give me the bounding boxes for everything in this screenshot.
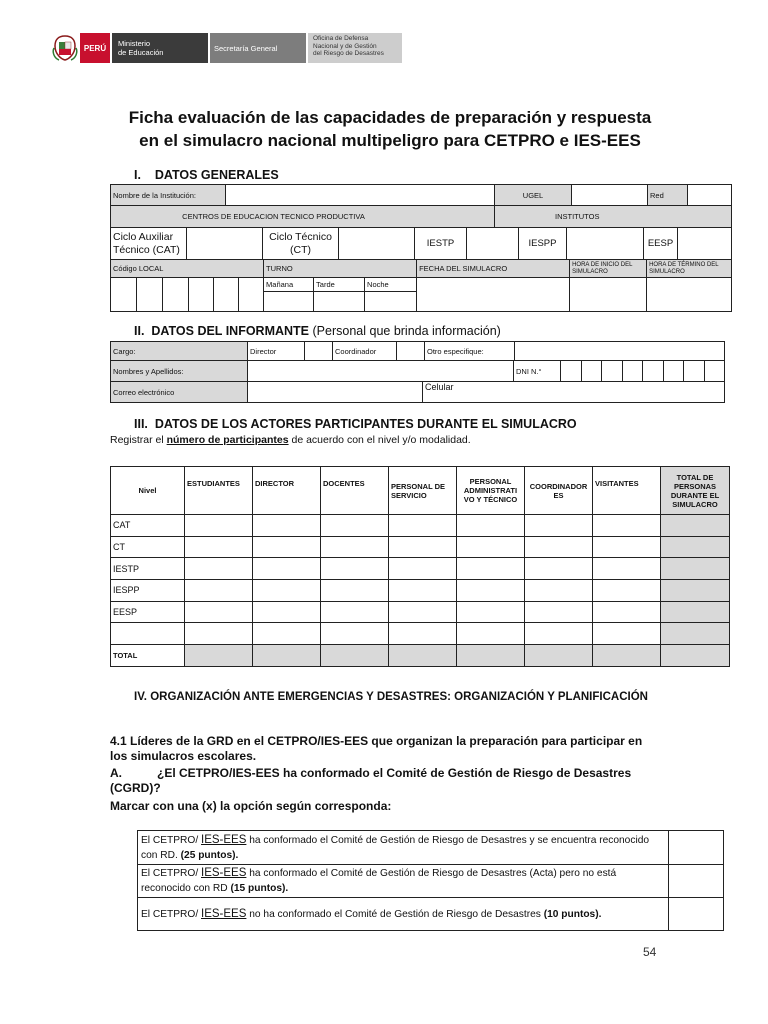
- participantes-cell[interactable]: [593, 580, 661, 602]
- cgrd-options-table: [137, 830, 724, 931]
- cat-field[interactable]: [187, 228, 263, 260]
- participantes-cell[interactable]: [457, 601, 525, 623]
- participantes-cell: [661, 536, 730, 558]
- noche-field[interactable]: [365, 292, 417, 312]
- option-1-body: ha conformado el Comité de Gestión de Riesgo de Desastres y se encuentra reconocido con RD.: [141, 834, 650, 861]
- cat-line1: Ciclo Auxiliar: [113, 230, 174, 243]
- participantes-header-5: PERSONAL ADMINISTRATI VO Y TÉCNICO: [457, 467, 525, 515]
- participantes-header-7: VISITANTES: [593, 467, 661, 515]
- instruction-post: de acuerdo con el nivel y/o modalidad.: [288, 434, 471, 446]
- option-3-points: (10 puntos).: [543, 908, 602, 920]
- participantes-body: [111, 515, 730, 667]
- participantes-cell[interactable]: [593, 601, 661, 623]
- participantes-cell[interactable]: [185, 558, 253, 580]
- hora-termino-field[interactable]: [647, 278, 732, 312]
- participantes-cell[interactable]: [457, 558, 525, 580]
- peru-label: PERÚ: [83, 43, 107, 53]
- manana-label: Mañana: [264, 278, 314, 292]
- participantes-row: [111, 536, 730, 558]
- question-a-label: A.: [110, 766, 122, 780]
- codigo-digit-3[interactable]: [163, 278, 189, 312]
- nombres-label: Nombres y Apellidos:: [111, 361, 248, 382]
- codigo-digit-2[interactable]: [137, 278, 163, 312]
- iestp-label: IESTP: [415, 228, 467, 260]
- participantes-cell: [661, 601, 730, 623]
- participantes-cell[interactable]: [593, 623, 661, 645]
- section-2-title: DATOS DEL INFORMANTE: [151, 324, 310, 338]
- participantes-cell: [661, 645, 730, 667]
- ugel-label: UGEL: [495, 185, 572, 206]
- coordinador-option-label: Coordinador: [333, 342, 397, 361]
- participantes-cell[interactable]: [457, 580, 525, 602]
- question-a-line1: ¿El CETPRO/IES-EES ha conformado el Comité de Gestión de Riesgo de Desastres: [157, 766, 632, 780]
- celular-label: Celular: [423, 382, 725, 403]
- secretaria-badge: [210, 33, 306, 63]
- page-number: 54: [643, 945, 657, 959]
- option-1-checkbox[interactable]: [669, 831, 724, 865]
- participantes-cell: [389, 645, 457, 667]
- noche-label: Noche: [365, 278, 417, 292]
- option-3-body: no ha conformado el Comité de Gestión de Riesgo de Desastres: [246, 908, 544, 920]
- dni-digit-8[interactable]: [705, 361, 725, 382]
- question-a-line2: (CGRD)?: [110, 781, 161, 795]
- section-2-number: II.: [134, 324, 145, 338]
- participantes-header-8: TOTAL DE PERSONAS DURANTE EL SIMULACRO: [661, 467, 730, 515]
- section-3-number: III.: [134, 417, 148, 431]
- dni-digit-1[interactable]: [561, 361, 582, 382]
- dni-digit-6[interactable]: [664, 361, 684, 382]
- section-3-title: DATOS DE LOS ACTORES PARTICIPANTES DURANTE EL SIMULACRO: [154, 417, 577, 431]
- participantes-cell[interactable]: [525, 580, 593, 602]
- instruction-pre: Registrar el: [110, 434, 167, 446]
- section-4-number: IV.: [134, 691, 148, 703]
- oficina-badge: [308, 33, 402, 63]
- informante-row1: [110, 341, 725, 361]
- participantes-cell: [525, 645, 593, 667]
- codigo-turno-row: [110, 259, 732, 312]
- section-1-title: DATOS GENERALES: [154, 168, 279, 182]
- participantes-cell[interactable]: [525, 623, 593, 645]
- participantes-cell[interactable]: [253, 558, 321, 580]
- cargo-label: Cargo:: [111, 342, 248, 361]
- participantes-cell[interactable]: [389, 580, 457, 602]
- participantes-table: [110, 466, 730, 667]
- participantes-cell[interactable]: [321, 580, 389, 602]
- section-3-heading: [134, 417, 577, 431]
- option-2-text: [138, 865, 669, 898]
- participantes-cell[interactable]: [593, 536, 661, 558]
- paragraph-4-1: [110, 734, 670, 764]
- correo-field[interactable]: [248, 382, 423, 403]
- dni-digit-5[interactable]: [643, 361, 664, 382]
- participantes-cell[interactable]: [253, 515, 321, 537]
- codigo-digit-5[interactable]: [214, 278, 239, 312]
- participantes-row: [111, 645, 730, 667]
- participantes-cell: [661, 515, 730, 537]
- participantes-cell: [593, 645, 661, 667]
- participantes-cell: [661, 580, 730, 602]
- participantes-cell: [253, 645, 321, 667]
- tarde-label: Tarde: [314, 278, 365, 292]
- nivel-label: [111, 623, 185, 645]
- cat-label: [111, 228, 187, 260]
- participantes-cell[interactable]: [457, 623, 525, 645]
- oficina-line2: Nacional y de Gestión: [313, 42, 377, 50]
- p41-line1: 4.1 Líderes de la GRD en el CETPRO/IES-EES que organizan la preparación para participar en: [110, 734, 643, 748]
- nivel-label: CT: [111, 536, 185, 558]
- option-2-points: (15 puntos).: [230, 883, 289, 894]
- document-title: [90, 106, 690, 152]
- participantes-cell: [661, 558, 730, 580]
- participantes-cell[interactable]: [321, 515, 389, 537]
- iespp-field[interactable]: [567, 228, 644, 260]
- fecha-label: FECHA DEL SIMULACRO: [417, 260, 570, 278]
- cat-line2: Técnico (CAT): [113, 243, 180, 256]
- section-2-note: (Personal que brinda información): [312, 324, 501, 338]
- participantes-cell[interactable]: [253, 580, 321, 602]
- modalidad-row: [110, 227, 732, 260]
- participantes-row: [111, 558, 730, 580]
- participantes-cell: [661, 623, 730, 645]
- option-3-pre: El CETPRO/: [141, 908, 202, 920]
- option-2-body: ha conformado el Comité de Gestión de Riesgo de Desastres (Acta) pero no está reconocido con RD: [141, 868, 617, 894]
- participantes-header-2: DIRECTOR: [253, 467, 321, 515]
- participantes-cell[interactable]: [457, 536, 525, 558]
- dni-label: DNI N.°: [514, 361, 561, 382]
- participantes-cell[interactable]: [321, 536, 389, 558]
- participantes-header-4: PERSONAL DE SERVICIO: [389, 467, 457, 515]
- codigo-digit-1[interactable]: [111, 278, 137, 312]
- participantes-cell[interactable]: [389, 623, 457, 645]
- participantes-header-1: ESTUDIANTES: [185, 467, 253, 515]
- ministerio-line2: de Educación: [118, 48, 164, 57]
- tarde-field[interactable]: [314, 292, 365, 312]
- codigo-digit-4[interactable]: [189, 278, 214, 312]
- ministerio-line1: Ministerio: [118, 39, 151, 48]
- participantes-header-6: COORDINADOR ES: [525, 467, 593, 515]
- nivel-label: TOTAL: [111, 645, 185, 667]
- participantes-row: [111, 623, 730, 645]
- hora-inicio-label: HORA DE INICIO DEL SIMULACRO: [570, 260, 647, 278]
- red-label: Red: [648, 185, 688, 206]
- correo-label: Correo electrónico: [111, 382, 248, 403]
- option-1-text: [138, 831, 669, 865]
- dni-digit-2[interactable]: [582, 361, 602, 382]
- hora-inicio-field[interactable]: [570, 278, 647, 312]
- section-1-number: I.: [134, 168, 141, 182]
- option-1-pre: El CETPRO/: [141, 834, 202, 846]
- marcar-instruction: Marcar con una (x) la opción según corresponda:: [110, 799, 392, 813]
- section-1-heading: [134, 168, 279, 182]
- option-3-checkbox[interactable]: [669, 898, 724, 931]
- participantes-cell[interactable]: [525, 558, 593, 580]
- nivel-label: IESPP: [111, 580, 185, 602]
- turno-label: TURNO: [264, 260, 417, 278]
- informante-row3: [110, 381, 725, 403]
- hora-termino-label: HORA DE TÉRMINO DEL SIMULACRO: [647, 260, 732, 278]
- participantes-cell[interactable]: [389, 536, 457, 558]
- otro-label: Otro especifique:: [425, 342, 515, 361]
- iespp-label: IESPP: [519, 228, 567, 260]
- participantes-cell[interactable]: [185, 580, 253, 602]
- title-line2: en el simulacro nacional multipeligro para CETPRO e IES-EES: [139, 131, 641, 150]
- eesp-field[interactable]: [678, 228, 732, 260]
- director-option-label: Director: [248, 342, 305, 361]
- participantes-cell: [321, 645, 389, 667]
- section-4-heading: [134, 691, 648, 703]
- section-3-instruction: [110, 434, 471, 446]
- peru-badge: [80, 33, 110, 63]
- red-field[interactable]: [688, 185, 732, 206]
- option-2-pre: El CETPRO/: [141, 868, 202, 879]
- codigo-label: Código LOCAL: [111, 260, 264, 278]
- fecha-field[interactable]: [417, 278, 570, 312]
- option-2-underlined: IES-EES: [201, 867, 247, 879]
- participantes-cell: [185, 645, 253, 667]
- iestp-field[interactable]: [467, 228, 519, 260]
- option-2-checkbox[interactable]: [669, 865, 724, 898]
- manana-field[interactable]: [264, 292, 314, 312]
- participantes-cell[interactable]: [253, 623, 321, 645]
- director-option-field[interactable]: [305, 342, 333, 361]
- participantes-row: [111, 580, 730, 602]
- codigo-digit-6[interactable]: [239, 278, 264, 312]
- participantes-cell[interactable]: [389, 515, 457, 537]
- ct-line1: Ciclo Técnico: [269, 230, 332, 243]
- ct-line2: (CT): [290, 243, 311, 256]
- institutos-header: INSTITUTOS: [495, 206, 732, 228]
- participantes-cell[interactable]: [185, 515, 253, 537]
- institucion-label: Nombre de la Institución:: [111, 185, 226, 206]
- participantes-cell[interactable]: [185, 601, 253, 623]
- participantes-cell[interactable]: [593, 515, 661, 537]
- ministerio-badge: [112, 33, 208, 63]
- option-3-underlined: IES-EES: [201, 907, 247, 920]
- participantes-header-0: Nivel: [111, 467, 185, 515]
- section-4-title: ORGANIZACIÓN ANTE EMERGENCIAS Y DESASTRES: ORGANIZACIÓN Y PLANIFICACIÓN: [150, 691, 648, 703]
- participantes-cell[interactable]: [457, 515, 525, 537]
- section-2-heading: [134, 324, 501, 338]
- dni-digit-7[interactable]: [684, 361, 705, 382]
- participantes-row: [111, 601, 730, 623]
- coat-of-arms-icon: [52, 34, 78, 62]
- ct-label: [263, 228, 339, 260]
- participantes-cell[interactable]: [185, 536, 253, 558]
- participantes-cell[interactable]: [253, 601, 321, 623]
- participantes-cell[interactable]: [525, 601, 593, 623]
- otro-field[interactable]: [515, 342, 725, 361]
- coordinador-option-field[interactable]: [397, 342, 425, 361]
- cetpro-header: CENTROS DE EDUCACION TECNICO PRODUCTIVA: [111, 206, 495, 228]
- participantes-header-3: DOCENTES: [321, 467, 389, 515]
- nivel-label: IESTP: [111, 558, 185, 580]
- participantes-cell[interactable]: [253, 536, 321, 558]
- participantes-cell[interactable]: [185, 623, 253, 645]
- question-a: [110, 766, 670, 796]
- participantes-cell: [457, 645, 525, 667]
- informante-row2: [110, 360, 725, 382]
- institucion-field[interactable]: [226, 185, 495, 206]
- eesp-label: EESP: [644, 228, 678, 260]
- instruction-underlined: número de participantes: [166, 434, 289, 446]
- participantes-cell[interactable]: [525, 536, 593, 558]
- participantes-header-row: [111, 467, 730, 515]
- dni-digit-3[interactable]: [602, 361, 623, 382]
- option-3-text: [138, 898, 669, 931]
- option-1-points: (25 puntos).: [180, 849, 239, 861]
- nivel-label: EESP: [111, 601, 185, 623]
- oficina-line3: del Riesgo de Desastres: [313, 50, 384, 57]
- participantes-cell[interactable]: [321, 558, 389, 580]
- nombres-field[interactable]: [248, 361, 514, 382]
- participantes-cell[interactable]: [525, 515, 593, 537]
- participantes-cell[interactable]: [389, 558, 457, 580]
- datos-generales-row1: [110, 184, 732, 228]
- dni-digit-4[interactable]: [623, 361, 643, 382]
- option-1-underlined: IES-EES: [201, 833, 247, 846]
- participantes-cell[interactable]: [389, 601, 457, 623]
- nivel-label: CAT: [111, 515, 185, 537]
- p41-line2: los simulacros escolares.: [110, 749, 257, 763]
- title-line1: Ficha evaluación de las capacidades de preparación y respuesta: [128, 108, 652, 127]
- ct-field[interactable]: [339, 228, 415, 260]
- ugel-field[interactable]: [572, 185, 648, 206]
- participantes-row: [111, 515, 730, 537]
- secretaria-label: Secretaría General: [214, 44, 278, 53]
- participantes-cell[interactable]: [321, 623, 389, 645]
- oficina-line1: Oficina de Defensa: [313, 35, 369, 42]
- participantes-cell[interactable]: [321, 601, 389, 623]
- participantes-cell[interactable]: [593, 558, 661, 580]
